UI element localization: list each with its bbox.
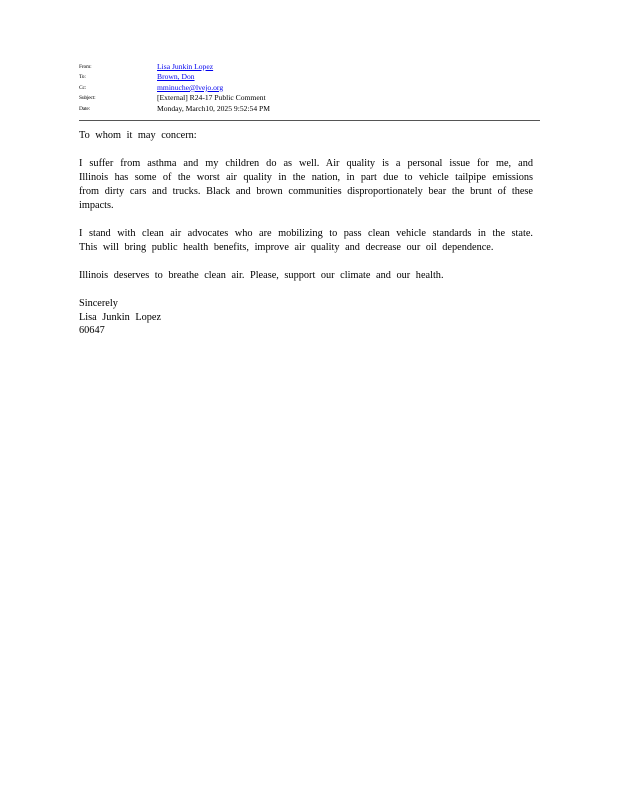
header-divider (79, 120, 540, 121)
zip-code: 60647 (79, 325, 105, 336)
body-paragraph-1: I suffer from asthma and my children do as well. Air quality is a personal issue for me, and Illinois has some of the worst air quality in the nation, in part due to vehicle tailpipe emissions from dirty cars and trucks. Black and brown communities disproportionately bear the brunt of these impacts. (79, 158, 533, 211)
body-paragraph-3: Illinois deserves to breathe clean air. Please, support our climate and our health. (79, 270, 444, 281)
from-label: From: (79, 64, 92, 70)
date-row (79, 104, 539, 114)
cc-label: Cc: (79, 84, 87, 91)
email-body (79, 129, 533, 338)
closing-text: Sincerely (79, 298, 118, 309)
signature-block (79, 297, 533, 338)
subject-value: [External] R24-17 Public Comment (157, 93, 266, 103)
subject-row (79, 93, 539, 103)
to-label: To: (79, 74, 86, 81)
subject-label: Subject: (79, 95, 96, 102)
signature-name: Lisa Junkin Lopez (79, 311, 162, 323)
from-sender-link[interactable]: Lisa Junkin Lopez (157, 62, 214, 71)
salutation: To whom it may concern: (79, 130, 197, 141)
email-header (79, 62, 539, 114)
to-row (79, 72, 539, 82)
to-recipient-link[interactable]: Brown, Don (157, 72, 195, 82)
date-label: Date: (79, 105, 90, 112)
from-row (79, 62, 539, 72)
body-paragraph-2: I stand with clean air advocates who are mobilizing to pass clean vehicle standards in the state. This will bring public health benefits, improve air quality and decrease our oil dependence. (79, 228, 533, 253)
cc-recipient-link[interactable]: mminuche@lvejo.org (157, 82, 224, 92)
date-value: Monday, March10, 2025 9:52:54 PM (157, 103, 270, 113)
cc-row (79, 83, 539, 93)
